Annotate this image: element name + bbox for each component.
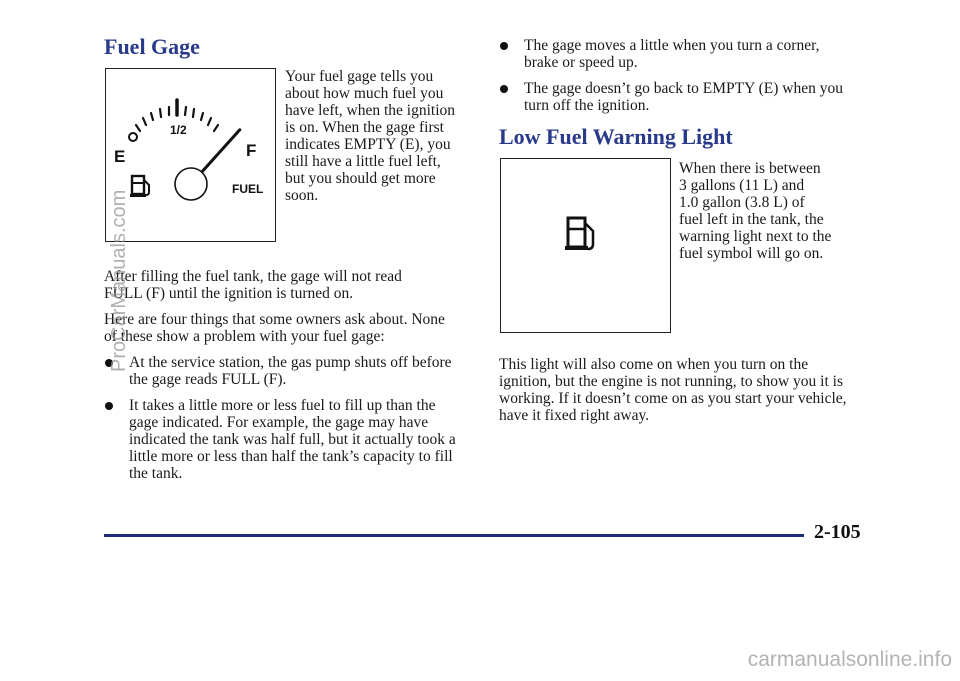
text-line: Here are four things that some owners ask about. None [104,311,445,328]
fuel-label: FUEL [232,182,264,196]
fuel-gage-intro [285,68,455,204]
text-line: At the service station, the gas pump shuts off before [129,354,452,371]
text-line: FULL (F) until the ignition is turned on. [104,285,354,302]
text-line: 1.0 gallon (3.8 L) of [679,194,805,211]
text-line: warning light next to the [679,228,832,245]
empty-marker-icon [129,133,137,141]
four-things-paragraph [104,311,445,345]
fuel-pump-icon [130,176,149,197]
text-line: It takes a little more or less fuel to fill up than the [129,397,436,414]
bottom-watermark: carmanualsonline.info [747,648,952,671]
bullet-icon [500,85,508,93]
text-line: fuel left in the tank, the [679,211,824,228]
text-line: is on. When the gage first [285,119,444,136]
text-line: fuel symbol will go on. [679,245,824,262]
text-line: After filling the fuel tank, the gage will not read [104,268,402,285]
low-fuel-warning-heading: Low Fuel Warning Light [499,124,733,149]
light-check-paragraph [499,356,847,424]
text-line: the tank. [129,465,183,482]
text-line: Your fuel gage tells you [285,68,434,85]
text-line: have it fixed right away. [499,407,650,424]
text-line: When there is between [679,160,821,177]
half-label: 1/2 [170,123,187,137]
text-line: The gage moves a little when you turn a corner, [524,37,820,54]
warning-light-text [679,160,831,262]
page-number: 2-105 [814,521,861,543]
text-line: the gage reads FULL (F). [129,371,287,388]
text-line: of these show a problem with your fuel gage: [104,328,385,345]
footer-rule [104,534,804,537]
text-line: little more or less than half the tank’s capacity to fill [129,448,453,465]
text-line: brake or speed up. [524,54,638,71]
text-line: about how much fuel you [285,85,444,102]
bullet-icon [500,42,508,50]
full-label: F [246,141,257,160]
needle-hub [175,168,207,200]
text-line: indicates EMPTY (E), you [285,136,451,153]
fuel-pump-icon [565,218,593,250]
text-line: indicated the tank was half full, but it actually took a [129,431,456,448]
text-line: have left, when the ignition [285,102,456,119]
text-line: but you should get more [285,170,436,187]
text-line: working. If it doesn’t come on as you start your vehicle, [499,390,847,407]
empty-label: E [114,147,126,166]
text-line: ignition, but the engine is not running, to show you it is [499,373,844,390]
text-line: gage indicated. For example, the gage may have [129,414,429,431]
text-line: This light will also come on when you turn on the [499,356,809,373]
after-filling-paragraph [104,268,402,302]
text-line: still have a little fuel left, [285,153,441,170]
text-line: soon. [285,187,319,204]
fuel-gage-heading: Fuel Gage [104,34,200,59]
bullet-icon [105,402,113,410]
fuel-gage-illustration [106,69,274,240]
text-line: turn off the ignition. [524,97,650,114]
low-fuel-light-figure [500,158,671,333]
text-line: 3 gallons (11 L) and [679,177,805,194]
low-fuel-illustration [501,159,669,331]
side-watermark: ProCarManuals.com [108,189,130,372]
text-line: The gage doesn’t go back to EMPTY (E) when you [524,80,843,97]
